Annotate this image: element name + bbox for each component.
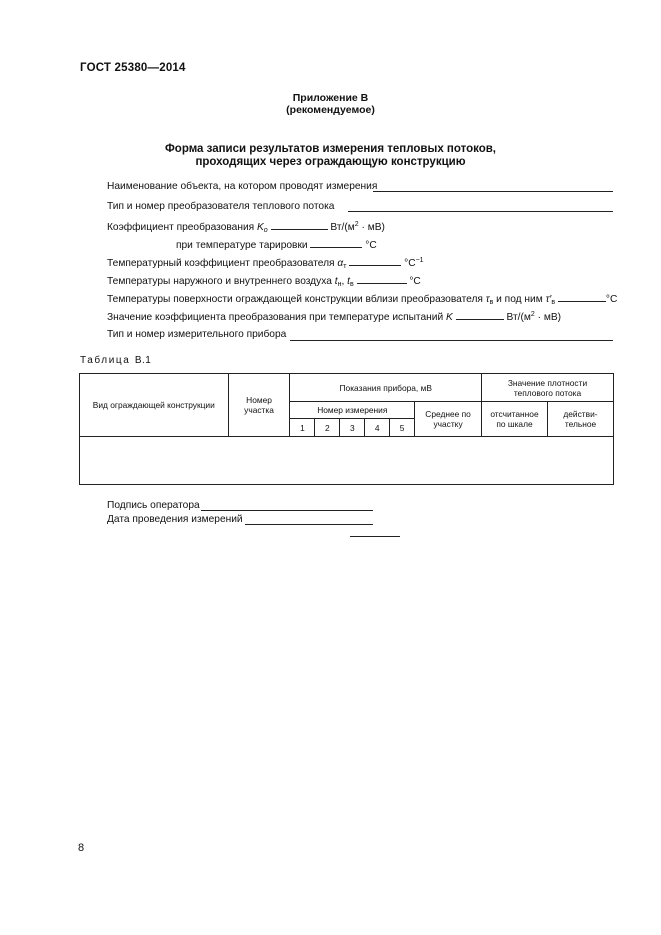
temp-coef-unit: °C	[404, 258, 416, 269]
calib-blank	[310, 238, 362, 248]
temp-coef-blank	[349, 256, 401, 266]
coef-symbol: K	[257, 222, 264, 233]
header-average: Среднее по участку	[415, 402, 482, 437]
header-measurement-number: Номер измерения	[290, 402, 415, 419]
document-code: ГОСТ 25380—2014	[80, 62, 186, 74]
test-coef-blank	[456, 310, 504, 320]
end-separator-line	[350, 536, 400, 537]
field-transducer-label: Тип и номер преобразователя теплового потока	[107, 201, 335, 212]
header-section-number: Номер участка	[228, 374, 290, 437]
field-calibration-temp	[176, 238, 377, 251]
header-actual-value: действи-тельное	[547, 402, 613, 437]
table-caption	[80, 355, 151, 366]
appendix-title: Приложение В	[292, 92, 369, 104]
empty-data-cell	[80, 437, 614, 485]
header-instrument-readings: Показания прибора, мВ	[290, 374, 482, 402]
coef-unit-sup: 2	[354, 221, 359, 228]
surface-tau: τ	[485, 294, 490, 305]
field-test-coef	[107, 310, 561, 323]
surface-blank	[558, 292, 606, 302]
field-surface-temps	[107, 292, 617, 306]
header-num-1: 1	[290, 419, 315, 437]
surface-mid: и под ним	[496, 294, 543, 305]
calib-unit: °C	[365, 240, 377, 251]
appendix-subtitle: (рекомендуемое)	[286, 104, 375, 116]
header-scale-reading: отсчитанное по шкале	[482, 402, 548, 437]
air-t-outer: t	[334, 276, 338, 287]
table-caption-word: Таблица	[80, 355, 131, 366]
coef-unit: Вт/(м	[330, 222, 355, 233]
calib-label: при температуре тарировки	[176, 240, 308, 251]
instrument-blank	[290, 340, 613, 341]
field-transducer-type	[107, 201, 334, 212]
operator-blank	[201, 510, 373, 511]
air-temp-unit: °C	[409, 276, 421, 287]
test-coef-unit-sup: 2	[530, 311, 535, 318]
operator-signature	[107, 500, 200, 511]
coef-subscript: o	[263, 227, 268, 234]
temp-coef-subscript: т	[343, 263, 347, 270]
surface-label: Температуры поверхности ограждающей конструкции вблизи преобразователя	[107, 294, 483, 305]
air-t-inner-sub: в	[349, 281, 354, 288]
header-num-5: 5	[390, 419, 415, 437]
field-instrument	[107, 329, 286, 340]
instrument-label: Тип и номер измерительного прибора	[107, 329, 287, 340]
test-coef-unit: Вт/(м	[506, 312, 531, 323]
air-temp-blank	[357, 274, 407, 284]
table-row-empty	[80, 437, 614, 485]
temp-coef-symbol: α	[337, 258, 344, 269]
transducer-blank	[348, 211, 613, 212]
temp-coef-sup: −1	[415, 257, 424, 264]
test-coef-label: Значение коэффициента преобразования при температуре испытаний	[107, 312, 444, 323]
table-caption-number: В.1	[134, 355, 152, 366]
header-construction-type: Вид ограждающей конструкции	[80, 374, 229, 437]
air-temp-label: Температуры наружного и внутреннего воздуха	[107, 276, 332, 287]
surface-unit: °C	[605, 294, 618, 305]
date-blank	[245, 524, 373, 525]
test-coef-symbol: K	[446, 312, 453, 323]
coef-label: Коэффициент преобразования	[107, 222, 255, 233]
field-conversion-coef	[107, 220, 385, 234]
field-object-name	[107, 181, 377, 192]
operator-label: Подпись оператора	[107, 500, 200, 511]
field-temp-coef	[107, 256, 424, 270]
date-label: Дата проведения измерений	[107, 514, 243, 525]
surface-tau-prime: τ′	[545, 294, 552, 305]
surface-tau-prime-sub: в	[551, 299, 556, 306]
field-object-name-label: Наименование объекта, на котором проводят измерения	[107, 181, 378, 192]
air-t-inner: t	[347, 276, 350, 287]
surface-tau-sub: в	[489, 299, 494, 306]
measurement-date	[107, 514, 243, 525]
header-num-3: 3	[340, 419, 365, 437]
page-number: 8	[78, 842, 85, 854]
header-num-2: 2	[315, 419, 340, 437]
object-name-blank	[373, 191, 613, 192]
header-num-4: 4	[365, 419, 390, 437]
air-t-outer-sub: н	[337, 281, 342, 288]
measurements-table	[79, 373, 614, 485]
form-title-line2: проходящих через ограждающую конструкцию	[195, 156, 466, 168]
test-coef-unit-end: · мВ)	[534, 312, 562, 323]
temp-coef-label: Температурный коэффициент преобразователя	[107, 258, 335, 269]
air-separator: ,	[341, 276, 348, 287]
coef-unit-end: · мВ)	[358, 222, 385, 233]
field-air-temps	[107, 274, 421, 288]
coef-blank	[271, 220, 328, 230]
form-title-line1: Форма записи результатов измерения тепловых потоков,	[164, 143, 496, 155]
header-flux-density: Значение плотности теплового потока	[482, 374, 614, 402]
